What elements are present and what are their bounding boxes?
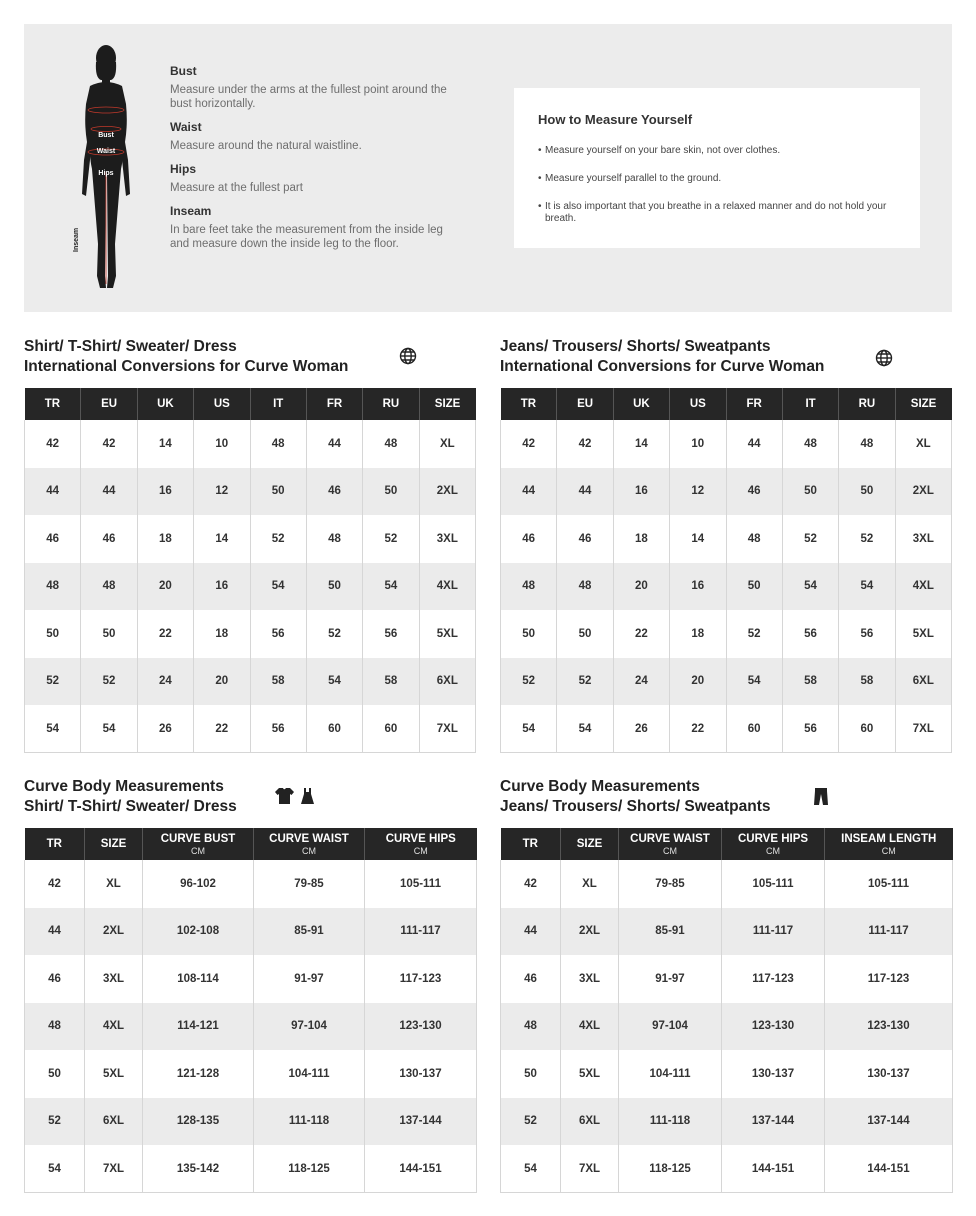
col-header: INSEAM LENGTH CM (825, 828, 953, 860)
table-cell: 54 (25, 705, 81, 753)
table-cell: 22 (670, 705, 726, 753)
table-cell: 6XL (561, 1098, 619, 1146)
col-header: CURVE BUST CM (143, 828, 254, 860)
table-cell: 48 (839, 420, 895, 468)
table-row (501, 563, 952, 611)
table-cell: 7XL (561, 1145, 619, 1193)
how-to-item: • It is also important that you breathe in a relaxed manner and do not hold your breath. (538, 201, 896, 225)
table-cell: 20 (194, 658, 250, 706)
table-cell: 54 (782, 563, 838, 611)
col-header: SIZE (85, 828, 143, 860)
how-to-measure-title: How to Measure Yourself (538, 112, 693, 127)
table-cell: 56 (363, 610, 419, 658)
table-cell: 144-151 (365, 1145, 477, 1193)
table-cell: 6XL (895, 658, 951, 706)
table-cell: 128-135 (143, 1098, 254, 1146)
table-cell: 6XL (419, 658, 475, 706)
table-cell: 18 (137, 515, 193, 563)
table-cell: 44 (557, 468, 613, 516)
table-cell: 50 (25, 610, 81, 658)
table-cell: 7XL (85, 1145, 143, 1193)
table-cell: 48 (557, 563, 613, 611)
table-cell: 46 (81, 515, 137, 563)
table-cell: 22 (194, 705, 250, 753)
table-cell: 52 (81, 658, 137, 706)
trousers-icon (813, 787, 829, 807)
col-header: UK (137, 388, 193, 420)
col-header: SIZE (419, 388, 475, 420)
table-row (25, 955, 477, 1003)
table-cell: 117-123 (825, 955, 953, 1003)
table-cell: 5XL (419, 610, 475, 658)
table-cell: 42 (25, 860, 85, 908)
table-cell: 130-137 (722, 1050, 825, 1098)
conv-shirt-title-line1: Shirt/ T-Shirt/ Sweater/ Dress (24, 338, 237, 355)
table-cell: XL (895, 420, 951, 468)
table-cell: 102-108 (143, 908, 254, 956)
table-cell: 56 (250, 705, 306, 753)
table-cell: 46 (557, 515, 613, 563)
body-shirt-title (24, 777, 237, 817)
table-cell: 118-125 (619, 1145, 722, 1193)
table-cell: 44 (306, 420, 362, 468)
table-cell: 111-117 (365, 908, 477, 956)
col-header: RU (363, 388, 419, 420)
table-cell: 14 (194, 515, 250, 563)
def-hips-title: Hips (170, 162, 197, 176)
table-cell: 50 (25, 1050, 85, 1098)
table-cell: 24 (137, 658, 193, 706)
table-cell: 16 (670, 563, 726, 611)
table-cell: 14 (613, 420, 669, 468)
table-cell: 97-104 (619, 1003, 722, 1051)
table-cell: 52 (557, 658, 613, 706)
table-cell: 48 (501, 563, 557, 611)
table-cell: 44 (726, 420, 782, 468)
table-row (25, 1050, 477, 1098)
col-header: US (670, 388, 726, 420)
col-header: UK (613, 388, 669, 420)
how-to-measure-box (514, 88, 920, 248)
conv-shirt-title (24, 337, 348, 377)
col-header: CURVE WAIST CM (619, 828, 722, 860)
table-cell: 7XL (895, 705, 951, 753)
table-cell: 60 (839, 705, 895, 753)
table-cell: 91-97 (619, 955, 722, 1003)
table-cell: 114-121 (143, 1003, 254, 1051)
table-row (501, 658, 952, 706)
table-cell: 58 (782, 658, 838, 706)
table-cell: 52 (306, 610, 362, 658)
table-cell: 16 (194, 563, 250, 611)
body-figure-illustration (68, 44, 144, 292)
measurement-definitions (170, 64, 460, 260)
table-cell: 6XL (85, 1098, 143, 1146)
table-cell: 4XL (895, 563, 951, 611)
col-header: FR (726, 388, 782, 420)
table-cell: 44 (25, 908, 85, 956)
table-cell: 4XL (419, 563, 475, 611)
table-row (501, 705, 952, 753)
table-cell: 24 (613, 658, 669, 706)
col-header: IT (782, 388, 838, 420)
table-cell: 144-151 (825, 1145, 953, 1193)
table-cell: 111-118 (254, 1098, 365, 1146)
col-header: EU (557, 388, 613, 420)
table-cell: 18 (194, 610, 250, 658)
table-cell: 137-144 (825, 1098, 953, 1146)
table-cell: 16 (613, 468, 669, 516)
table-cell: 3XL (895, 515, 951, 563)
table-cell: 4XL (561, 1003, 619, 1051)
table-cell: 105-111 (825, 860, 953, 908)
table-cell: 18 (613, 515, 669, 563)
table-row (25, 515, 476, 563)
table-cell: 26 (613, 705, 669, 753)
table-cell: 52 (363, 515, 419, 563)
table-cell: 12 (670, 468, 726, 516)
table-cell: 56 (250, 610, 306, 658)
body-shirt-table (24, 828, 477, 1193)
table-cell: 105-111 (722, 860, 825, 908)
table-cell: 54 (25, 1145, 85, 1193)
table-cell: 42 (81, 420, 137, 468)
table-row (501, 515, 952, 563)
table-cell: 50 (81, 610, 137, 658)
table-cell: 123-130 (722, 1003, 825, 1051)
table-cell: 48 (501, 1003, 561, 1051)
table-cell: 56 (782, 705, 838, 753)
conv-jeans-title (500, 337, 824, 377)
table-cell: 54 (363, 563, 419, 611)
table-cell: 137-144 (365, 1098, 477, 1146)
table-row (25, 860, 477, 908)
col-header: IT (250, 388, 306, 420)
table-cell: 48 (25, 1003, 85, 1051)
table-cell: 50 (557, 610, 613, 658)
table-cell: 52 (250, 515, 306, 563)
table-cell: 2XL (895, 468, 951, 516)
table-cell: 79-85 (619, 860, 722, 908)
table-header-row (501, 828, 953, 860)
def-waist-text: Measure around the natural waistline. (170, 140, 362, 152)
table-cell: 50 (839, 468, 895, 516)
table-cell: 50 (501, 1050, 561, 1098)
table-cell: 5XL (85, 1050, 143, 1098)
table-row (25, 1145, 477, 1193)
table-row (501, 1003, 953, 1051)
table-header-row (501, 388, 952, 420)
table-cell: 54 (81, 705, 137, 753)
table-cell: 54 (726, 658, 782, 706)
table-cell: 46 (501, 955, 561, 1003)
table-cell: 58 (363, 658, 419, 706)
table-cell: 48 (782, 420, 838, 468)
table-cell: 22 (137, 610, 193, 658)
table-header-row (25, 388, 476, 420)
table-row (501, 908, 953, 956)
table-cell: 46 (501, 515, 557, 563)
table-row (501, 468, 952, 516)
table-cell: 50 (363, 468, 419, 516)
conv-jeans-table (500, 388, 952, 753)
col-header: EU (81, 388, 137, 420)
globe-icon (875, 349, 893, 367)
table-row (25, 1098, 477, 1146)
table-cell: 2XL (561, 908, 619, 956)
table-cell: 5XL (895, 610, 951, 658)
table-cell: 44 (25, 468, 81, 516)
table-cell: 48 (25, 563, 81, 611)
body-jeans-title-line1: Curve Body Measurements (500, 778, 700, 795)
def-bust-text: Measure under the arms at the fullest point around the bust horizontally. (170, 84, 447, 110)
table-cell: 48 (81, 563, 137, 611)
table-cell: 54 (306, 658, 362, 706)
table-cell: 121-128 (143, 1050, 254, 1098)
table-cell: 44 (501, 908, 561, 956)
figure-label-waist: Waist (96, 148, 116, 155)
table-cell: 135-142 (143, 1145, 254, 1193)
table-cell: 58 (250, 658, 306, 706)
table-cell: 97-104 (254, 1003, 365, 1051)
table-cell: 85-91 (254, 908, 365, 956)
table-cell: 18 (670, 610, 726, 658)
table-cell: 85-91 (619, 908, 722, 956)
body-jeans-title-line2: Jeans/ Trousers/ Shorts/ Sweatpants (500, 798, 771, 815)
table-cell: 54 (501, 705, 557, 753)
table-cell: 58 (839, 658, 895, 706)
table-row (25, 705, 476, 753)
table-cell: 60 (726, 705, 782, 753)
table-cell: 42 (557, 420, 613, 468)
conv-jeans-title-line2: International Conversions for Curve Woman (500, 358, 825, 375)
table-cell: 3XL (85, 955, 143, 1003)
col-header: TR (501, 388, 557, 420)
table-row (25, 610, 476, 658)
def-waist-title: Waist (170, 120, 202, 134)
how-to-measure-list (538, 145, 896, 225)
table-cell: 10 (194, 420, 250, 468)
measure-guide-panel (24, 24, 952, 312)
table-cell: 104-111 (254, 1050, 365, 1098)
table-cell: 54 (839, 563, 895, 611)
table-cell: 46 (25, 515, 81, 563)
table-cell: 60 (306, 705, 362, 753)
table-cell: 3XL (419, 515, 475, 563)
table-row (25, 420, 476, 468)
table-cell: XL (85, 860, 143, 908)
table-cell: 56 (782, 610, 838, 658)
table-row (25, 658, 476, 706)
table-cell: 91-97 (254, 955, 365, 1003)
table-cell: 46 (726, 468, 782, 516)
table-cell: 42 (501, 860, 561, 908)
col-header: FR (306, 388, 362, 420)
table-cell: 22 (613, 610, 669, 658)
col-header: CURVE WAIST CM (254, 828, 365, 860)
table-cell: 48 (363, 420, 419, 468)
table-cell: 144-151 (722, 1145, 825, 1193)
table-cell: 52 (501, 658, 557, 706)
table-cell: 52 (25, 1098, 85, 1146)
def-hips-text: Measure at the fullest part (170, 182, 303, 194)
figure-label-bust: Bust (98, 132, 114, 139)
table-cell: 10 (670, 420, 726, 468)
body-jeans-table (500, 828, 953, 1193)
table-cell: 52 (25, 658, 81, 706)
table-cell: 46 (306, 468, 362, 516)
conv-jeans-title-line1: Jeans/ Trousers/ Shorts/ Sweatpants (500, 338, 771, 355)
table-cell: XL (419, 420, 475, 468)
table-cell: 46 (25, 955, 85, 1003)
table-cell: 137-144 (722, 1098, 825, 1146)
col-header: CURVE HIPS CM (365, 828, 477, 860)
table-cell: 14 (137, 420, 193, 468)
table-cell: 20 (670, 658, 726, 706)
table-cell: 3XL (561, 955, 619, 1003)
table-row (501, 1145, 953, 1193)
table-cell: 123-130 (825, 1003, 953, 1051)
table-cell: 130-137 (365, 1050, 477, 1098)
table-cell: 50 (501, 610, 557, 658)
table-row (501, 955, 953, 1003)
col-header: TR (25, 388, 81, 420)
table-row (25, 908, 477, 956)
table-cell: 2XL (419, 468, 475, 516)
def-inseam-title: Inseam (170, 204, 212, 218)
table-header-row (25, 828, 477, 860)
table-cell: 26 (137, 705, 193, 753)
table-row (501, 1098, 953, 1146)
table-row (25, 1003, 477, 1051)
col-header: TR (501, 828, 561, 860)
table-cell: 96-102 (143, 860, 254, 908)
table-cell: 130-137 (825, 1050, 953, 1098)
table-cell: 12 (194, 468, 250, 516)
table-cell: 16 (137, 468, 193, 516)
table-row (25, 563, 476, 611)
how-to-item: • Measure yourself on your bare skin, not over clothes. (538, 145, 896, 157)
table-cell: 48 (726, 515, 782, 563)
table-cell: 5XL (561, 1050, 619, 1098)
table-row (501, 420, 952, 468)
table-cell: 48 (250, 420, 306, 468)
table-cell: 111-117 (825, 908, 953, 956)
table-cell: 60 (363, 705, 419, 753)
col-header: CURVE HIPS CM (722, 828, 825, 860)
globe-icon (399, 347, 417, 365)
col-header: RU (839, 388, 895, 420)
figure-label-hips: Hips (98, 170, 114, 177)
body-shirt-title-line2: Shirt/ T-Shirt/ Sweater/ Dress (24, 798, 237, 815)
table-cell: 2XL (85, 908, 143, 956)
table-cell: 79-85 (254, 860, 365, 908)
tshirt-dress-icon (274, 787, 316, 807)
table-cell: 20 (613, 563, 669, 611)
how-to-item: • Measure yourself parallel to the ground. (538, 173, 896, 185)
table-cell: 56 (839, 610, 895, 658)
table-cell: 50 (782, 468, 838, 516)
def-inseam-text: In bare feet take the measurement from the inside leg and measure down the inside leg to the floor. (170, 224, 443, 250)
table-cell: 50 (306, 563, 362, 611)
table-cell: 4XL (85, 1003, 143, 1051)
table-cell: 20 (137, 563, 193, 611)
table-cell: 48 (306, 515, 362, 563)
table-cell: 14 (670, 515, 726, 563)
table-cell: 44 (81, 468, 137, 516)
table-row (501, 1050, 953, 1098)
table-cell: 42 (25, 420, 81, 468)
table-cell: 105-111 (365, 860, 477, 908)
table-cell: 54 (501, 1145, 561, 1193)
body-jeans-title (500, 777, 771, 817)
table-cell: 52 (726, 610, 782, 658)
table-cell: 111-117 (722, 908, 825, 956)
table-cell: 52 (839, 515, 895, 563)
table-cell: 50 (250, 468, 306, 516)
def-bust-title: Bust (170, 64, 197, 78)
table-cell: 50 (726, 563, 782, 611)
table-cell: 104-111 (619, 1050, 722, 1098)
col-header: US (194, 388, 250, 420)
table-cell: 111-118 (619, 1098, 722, 1146)
table-cell: 52 (501, 1098, 561, 1146)
table-cell: 117-123 (722, 955, 825, 1003)
conv-shirt-table (24, 388, 476, 753)
table-row (501, 610, 952, 658)
table-cell: 44 (501, 468, 557, 516)
table-cell: 123-130 (365, 1003, 477, 1051)
body-shirt-title-line1: Curve Body Measurements (24, 778, 224, 795)
figure-label-inseam: Inseam (73, 227, 80, 252)
table-cell: 54 (557, 705, 613, 753)
table-cell: 42 (501, 420, 557, 468)
table-cell: 108-114 (143, 955, 254, 1003)
col-header: SIZE (561, 828, 619, 860)
table-cell: 117-123 (365, 955, 477, 1003)
table-cell: 52 (782, 515, 838, 563)
table-cell: 118-125 (254, 1145, 365, 1193)
table-row (25, 468, 476, 516)
col-header: SIZE (895, 388, 951, 420)
table-cell: 54 (250, 563, 306, 611)
table-cell: 7XL (419, 705, 475, 753)
col-header: TR (25, 828, 85, 860)
conv-shirt-title-line2: International Conversions for Curve Woman (24, 358, 349, 375)
table-row (501, 860, 953, 908)
table-cell: XL (561, 860, 619, 908)
